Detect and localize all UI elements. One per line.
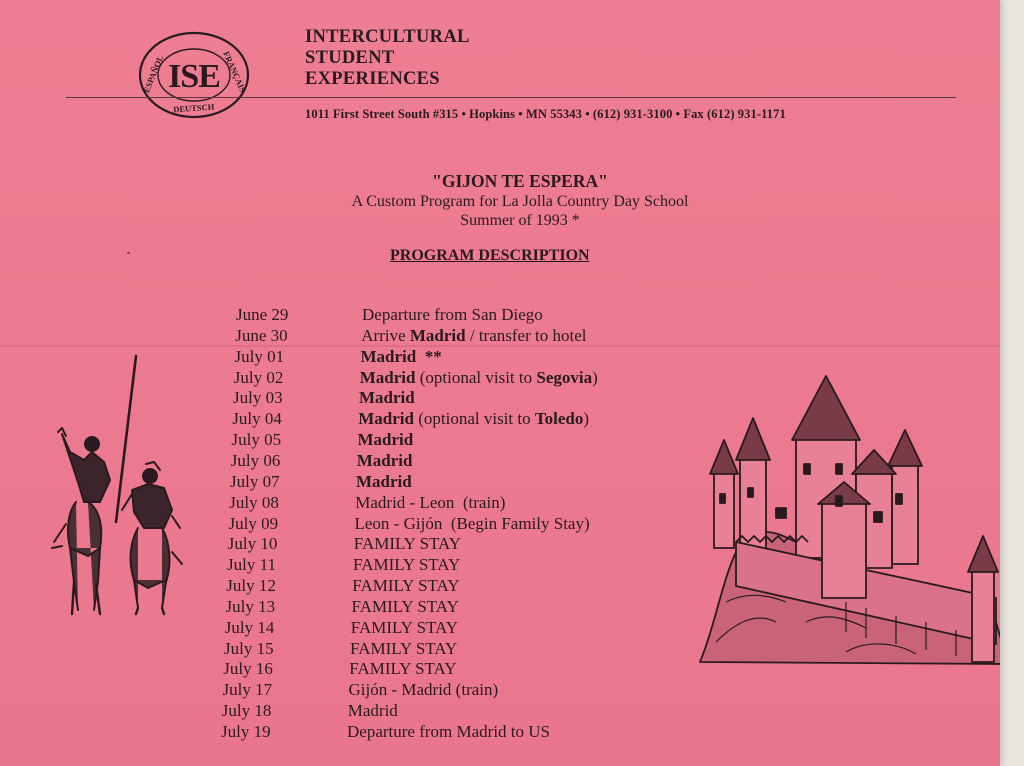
program-season: Summer of 1993 * [460, 212, 580, 229]
itinerary-description-part: FAMILY STAY [349, 659, 457, 679]
org-name-line-1: INTERCULTURAL [305, 27, 470, 47]
itinerary-date: July 04 [232, 409, 282, 429]
org-name-line-2: STUDENT [305, 48, 395, 68]
itinerary-row [221, 721, 701, 742]
itinerary-description [349, 658, 456, 679]
itinerary-description-part: FAMILY STAY [350, 617, 459, 637]
itinerary-row [232, 429, 712, 450]
org-name [305, 27, 470, 90]
itinerary-description-part: (optional visit to [415, 367, 537, 387]
itinerary-description [355, 513, 590, 534]
itinerary-description [357, 450, 413, 471]
itinerary-date: July 08 [229, 492, 279, 512]
itinerary-description-part: FAMILY STAY [351, 596, 459, 616]
itinerary-date: June 30 [235, 325, 288, 345]
itinerary-description-part: (optional visit to [413, 409, 535, 429]
itinerary-description-part: Arrive [361, 325, 410, 345]
itinerary-description-part: FAMILY STAY [352, 576, 460, 596]
program-title: "GIJON TE ESPERA" [432, 171, 608, 191]
itinerary-description [354, 533, 461, 554]
itinerary-row [228, 533, 708, 554]
itinerary-description-part: Madrid [356, 450, 413, 470]
itinerary-row [236, 304, 716, 325]
org-name-line-3: EXPERIENCES [305, 69, 440, 89]
itinerary-description-part: ) [592, 367, 598, 387]
itinerary-date: July 05 [231, 430, 282, 450]
itinerary-row [231, 450, 711, 471]
itinerary-date: July 07 [230, 471, 280, 491]
itinerary-description-part: Madrid - Leon (train) [355, 492, 506, 512]
itinerary-date: July 17 [222, 680, 273, 700]
itinerary-row [224, 638, 704, 659]
section-heading: PROGRAM DESCRIPTION [390, 247, 590, 264]
itinerary-description [355, 492, 505, 513]
itinerary-row [235, 346, 715, 367]
logo-letters: ISE [168, 58, 220, 95]
itinerary-row [234, 367, 714, 388]
itinerary-date: July 11 [227, 555, 276, 575]
itinerary-row [223, 679, 703, 700]
itinerary-description [358, 429, 414, 450]
itinerary-description [353, 554, 460, 575]
itinerary-description [361, 346, 442, 367]
itinerary-date: July 13 [225, 596, 276, 616]
itinerary-description [350, 638, 457, 659]
itinerary-date: July 02 [233, 367, 284, 387]
itinerary-row [223, 658, 703, 679]
itinerary-description-part: Departure from San Diego [362, 305, 543, 324]
itinerary-description-part: Segovia [536, 367, 593, 387]
itinerary-row [233, 387, 713, 408]
itinerary-description-part: Toledo [534, 409, 584, 429]
itinerary-description [356, 471, 412, 492]
itinerary-description [352, 596, 459, 617]
program-subtitle: A Custom Program for La Jolla Country Day School [351, 193, 689, 210]
itinerary-description-part: Madrid [357, 430, 414, 450]
itinerary-date: July 12 [226, 576, 276, 596]
itinerary-date: July 18 [221, 701, 272, 721]
itinerary-description [359, 387, 415, 408]
itinerary-description-part: Gijón - Madrid (train) [348, 680, 499, 700]
itinerary-row [230, 471, 710, 492]
itinerary-date: July 10 [227, 534, 278, 554]
itinerary-description-part: Madrid [359, 388, 415, 408]
ise-logo-icon [138, 31, 250, 119]
itinerary-date: July 06 [230, 450, 281, 470]
knights-on-horseback-icon [48, 352, 188, 618]
itinerary-date: July 16 [223, 659, 273, 679]
itinerary-description [349, 679, 499, 700]
itinerary-row [225, 617, 705, 638]
itinerary-date: July 01 [234, 346, 285, 366]
itinerary-row [235, 325, 715, 346]
itinerary-date: June 29 [236, 305, 289, 324]
logo-ring-word-3: DEUTSCH [172, 101, 215, 115]
itinerary-row [229, 513, 709, 534]
itinerary-description [360, 367, 598, 388]
itinerary-description [358, 408, 589, 429]
itinerary-description [352, 575, 459, 596]
itinerary-row [226, 575, 706, 596]
itinerary-description-part: FAMILY STAY [353, 534, 462, 554]
program-title-block [270, 170, 770, 230]
itinerary-description-part: Madrid [360, 346, 417, 366]
itinerary-description-part: ** [416, 346, 442, 366]
itinerary-description [348, 700, 398, 721]
itinerary-description-part: Madrid [347, 701, 398, 721]
itinerary-row [227, 554, 707, 575]
itinerary-date: July 15 [224, 638, 274, 658]
itinerary-description-part: / transfer to hotel [465, 325, 587, 345]
itinerary-date: July 19 [221, 722, 271, 741]
itinerary-date: July 09 [228, 513, 279, 533]
itinerary-description-part: Madrid [359, 367, 416, 387]
itinerary-description-part: FAMILY STAY [353, 555, 461, 575]
castle-icon [696, 372, 1000, 672]
itinerary-description-part: FAMILY STAY [350, 638, 458, 658]
itinerary-description [351, 617, 458, 638]
itinerary-date: July 03 [233, 388, 283, 408]
itinerary-description-part: Departure from Madrid to US [347, 722, 551, 741]
logo-ring-word-1: ESPAÑOL [141, 53, 166, 95]
itinerary-description-part: ) [583, 409, 590, 429]
itinerary-description-part: Leon - Gijón (Begin Family Stay) [354, 513, 590, 533]
itinerary-description-part: Madrid [409, 325, 466, 345]
itinerary-row [232, 408, 712, 429]
itinerary-row [226, 596, 706, 617]
itinerary-date: July 14 [224, 617, 275, 637]
itinerary-row [229, 492, 709, 513]
itinerary-description-part: Madrid [358, 409, 414, 429]
org-address: 1011 First Street South #315 • Hopkins • MN 55343 • (612) 931-3100 • Fax (612) 931-1171 [305, 107, 786, 121]
itinerary-description [362, 304, 543, 325]
itinerary-description-part: Madrid [356, 471, 412, 491]
ink-speck [127, 252, 130, 254]
logo-ring-word-2: FRANÇAIS [221, 49, 249, 94]
itinerary-description [347, 721, 550, 742]
letterhead-rule [66, 97, 956, 98]
itinerary-row [222, 700, 702, 721]
itinerary-description [361, 325, 586, 346]
